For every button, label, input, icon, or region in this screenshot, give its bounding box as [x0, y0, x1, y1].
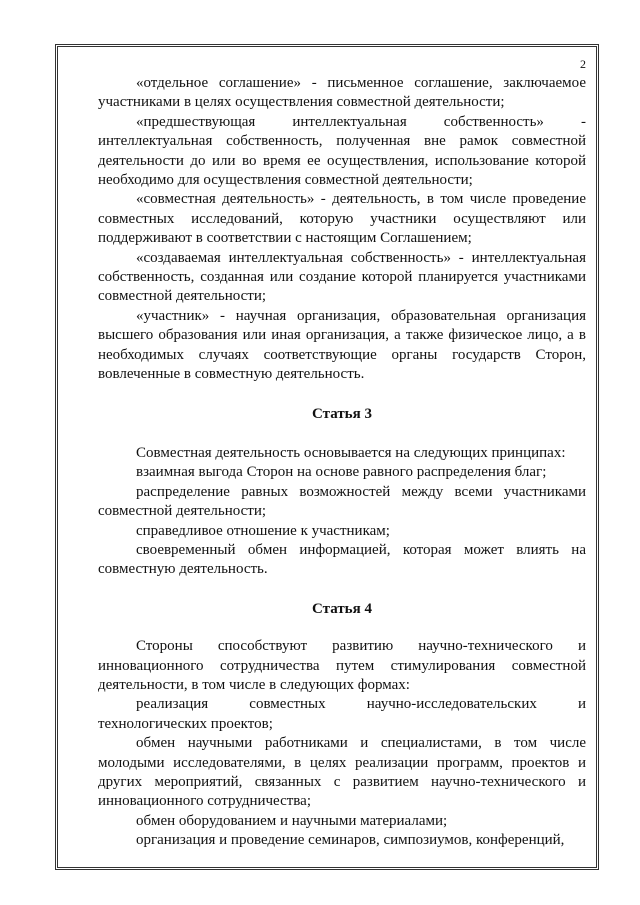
article-4-paragraph: Стороны способствуют развитию научно-технического и инновационного сотрудничества путем стимулирования совместной деятельности, в том числе в следующих формах: — [98, 638, 586, 693]
article-4-paragraph: реализация совместных научно-исследовательских и технологических проектов; — [98, 696, 586, 732]
article-3-paragraph: Совместная деятельность основывается на следующих принципах: — [136, 444, 566, 461]
definition-paragraph: «предшествующая интеллектуальная собственность» - интеллектуальная собственность, полученная вне рамок совместной деятельности до или во время ее осуществления, использование которой необходимо для осуществления совместной деятельности; — [98, 113, 586, 189]
article-4-paragraph: обмен научными работниками и специалистами, в том числе молодыми исследователями, в целях реализации программ, проектов и других мероприятий, связанных с развитием научно-технического и инновационного сотрудничества; — [98, 735, 586, 810]
article-3-paragraph: своевременный обмен информацией, которая может влиять на совместную деятельность. — [98, 541, 586, 578]
article-3-paragraph: взаимная выгода Сторон на основе равного распределения благ; — [136, 464, 547, 481]
definition-paragraph: «создаваемая интеллектуальная собственность» - интеллектуальная собственность, созданная или создание которой планируется участниками совместной деятельности; — [98, 249, 586, 305]
article-4-paragraph: организация и проведение семинаров, симпозиумов, конференций, — [136, 832, 565, 849]
definition-paragraph: «участник» - научная организация, образовательная организация высшего образования или иная организация, а также физическое лицо, а в необходимых случаях соответствующие органы государств Сторон, вовлеченные в совместную деятельность. — [98, 307, 586, 383]
article-4-title: Статья 4 — [312, 600, 372, 617]
page-number: 2 — [580, 57, 586, 71]
article-4-paragraph: обмен оборудованием и научными материалами; — [136, 812, 448, 829]
definition-paragraph: «совместная деятельность» - деятельность, в том числе проведение совместных исследований, которую участники осуществляют или поддерживают в соответствии с настоящим Соглашением; — [98, 191, 586, 247]
document-body — [98, 74, 586, 851]
article-3-title: Статья 3 — [312, 405, 372, 422]
article-3-paragraph: распределение равных возможностей между всеми участниками совместной деятельности; — [98, 483, 586, 520]
definition-paragraph: «отдельное соглашение» - письменное соглашение, заключаемое участниками в целях осуществления совместной деятельности; — [98, 75, 586, 111]
article-3-paragraph: справедливое отношение к участникам; — [136, 522, 390, 539]
